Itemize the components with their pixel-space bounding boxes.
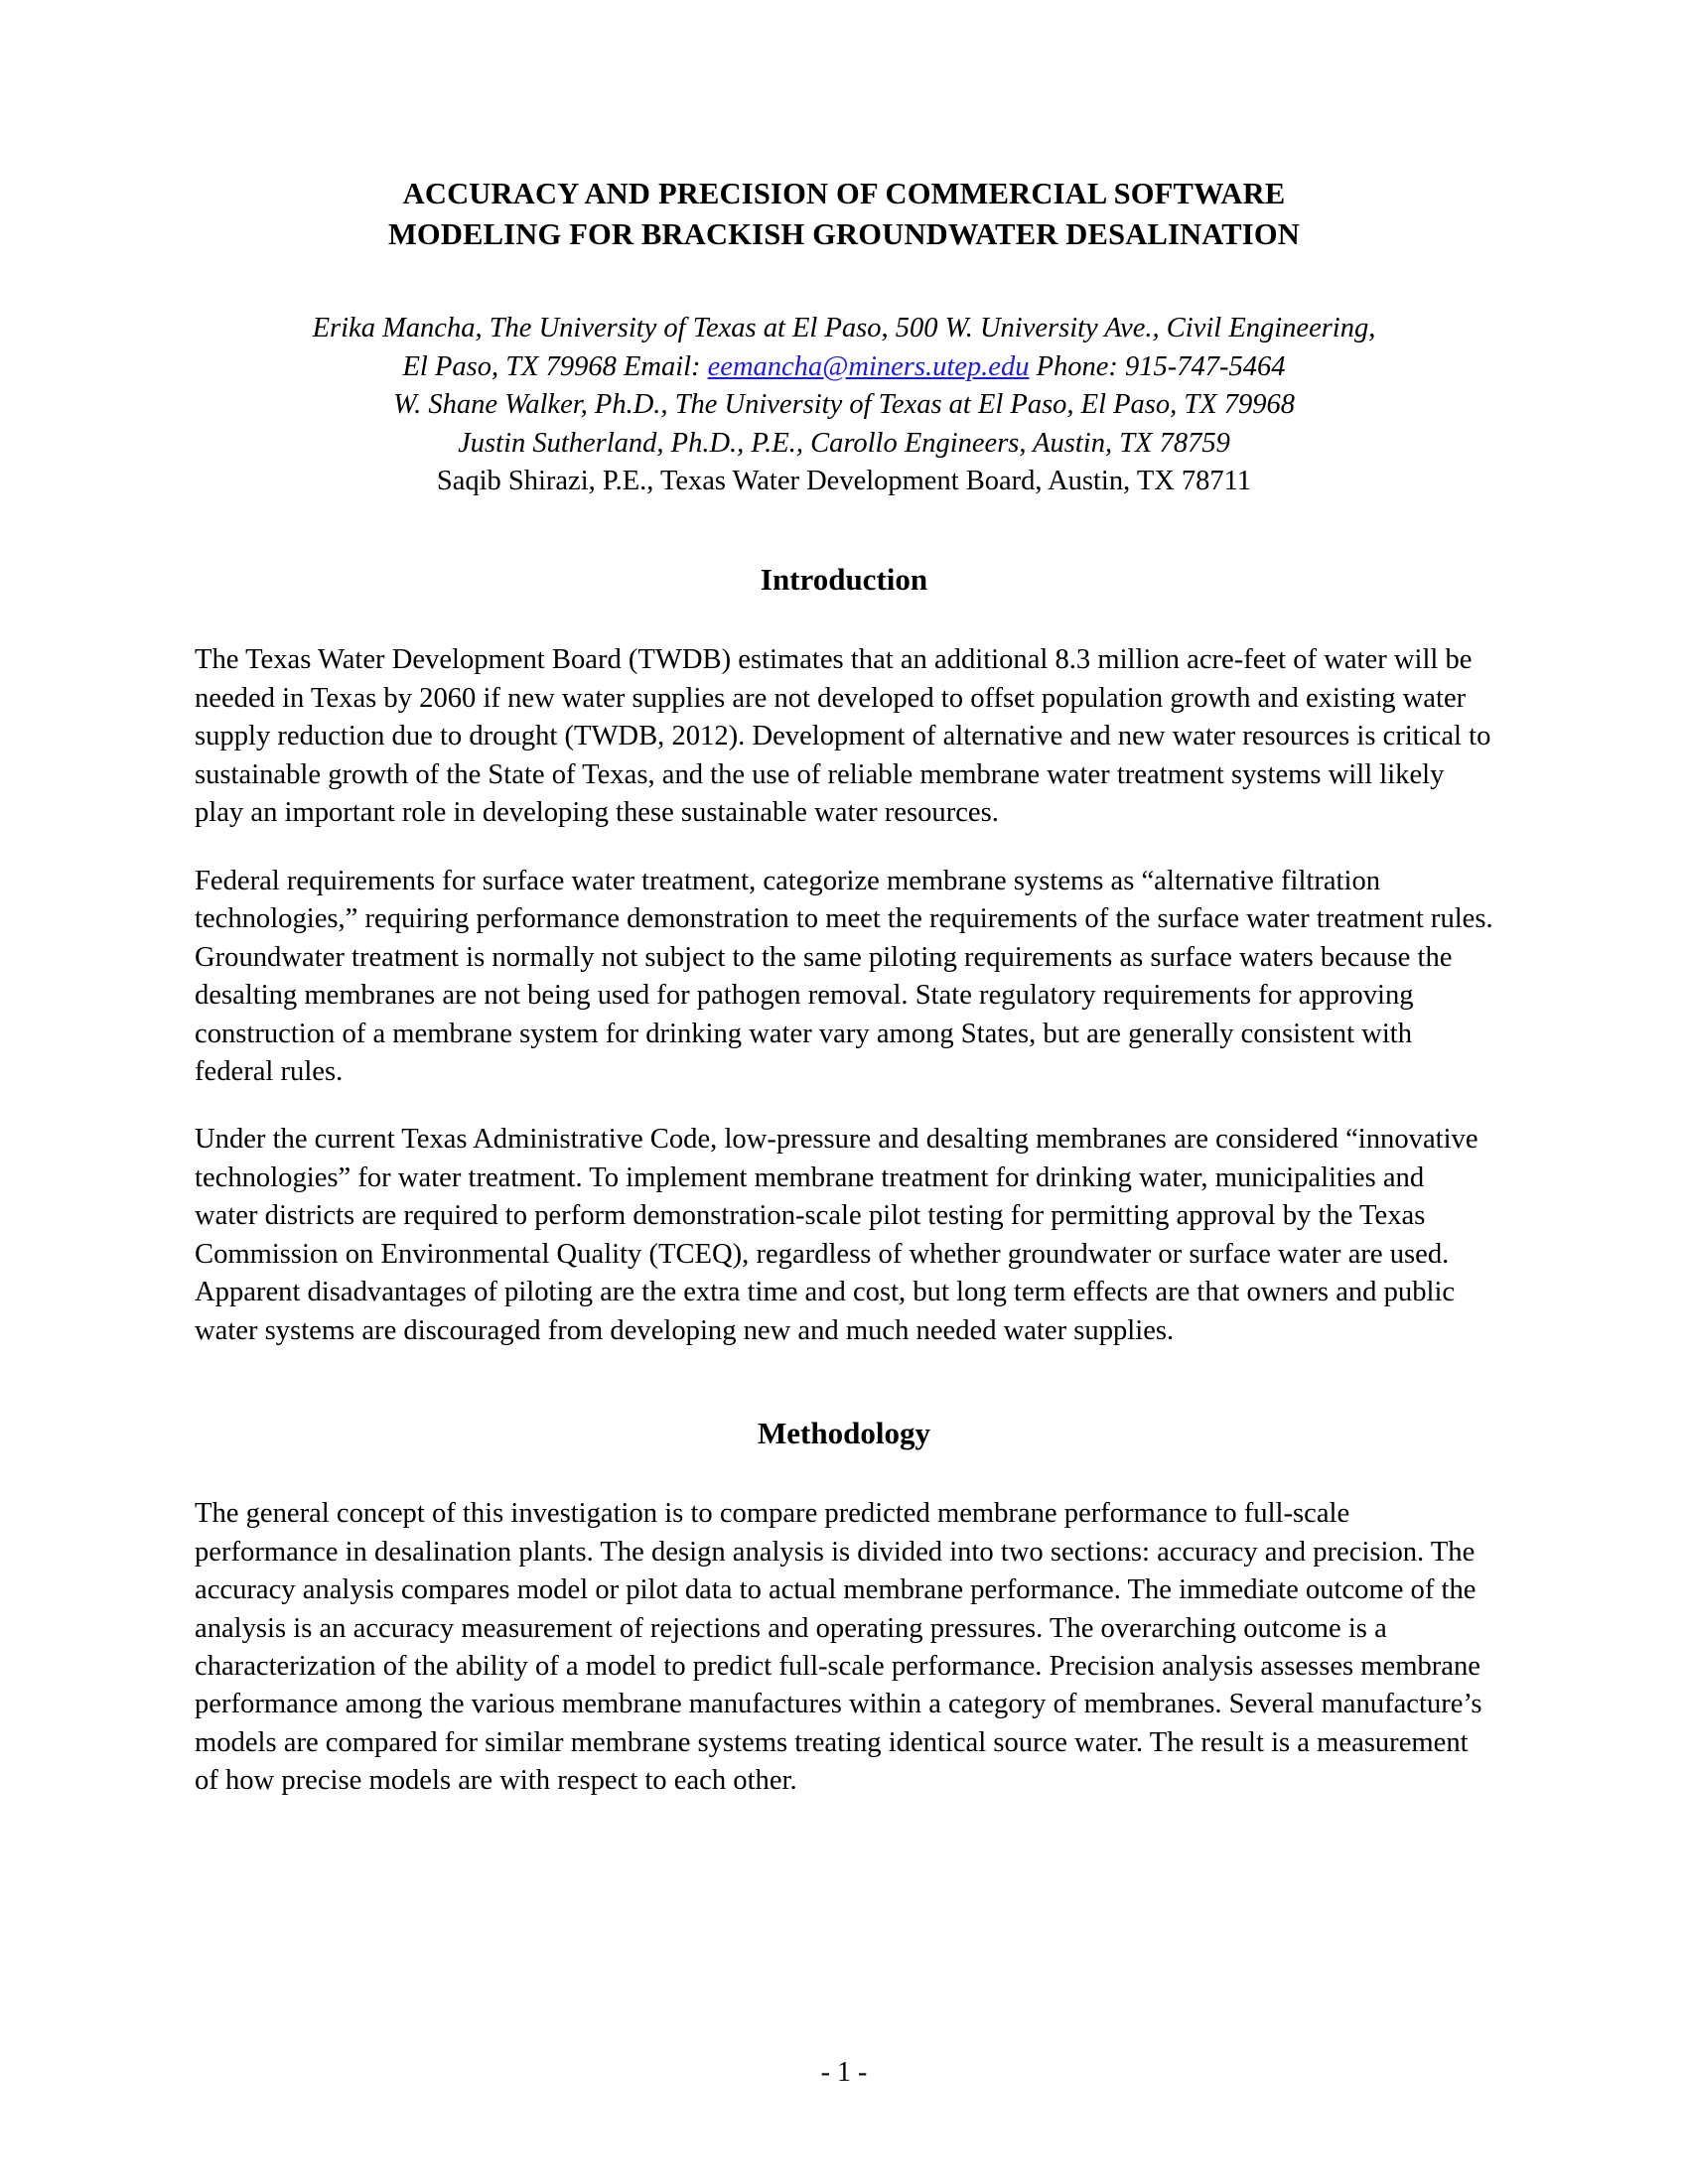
author-line-2-prefix: El Paso, TX 79968 Email: [402,350,708,382]
page-title-line-2: MODELING FOR BRACKISH GROUNDWATER DESALINATION [387,216,1301,251]
section-heading-introduction: Introduction [760,562,928,598]
author-line-4: Justin Sutherland, Ph.D., P.E., Carollo Engineers, Austin, TX 78759 [458,427,1230,459]
paragraph-methodology-1: The general concept of this investigation is to compare predicted membrane performance to full-scale performance in desalination plants. The design analysis is divided into two sections: accuracy and precision. The accuracy analysis compares model or pilot data to actual membrane performance. The immediate outcome of the analysis is an accuracy measurement of rejections and operating pressures. The overarching outcome is a characterization of the ability of a model to predict full-scale performance. Precision analysis assesses membrane performance among the various membrane manufactures within a category of membranes. Several manufacture’s models are compared for similar membrane systems treating identical source water. The result is a measurement of how precise models are with respect to each other. [195,1498,1482,1797]
author-email-link[interactable]: eemancha@miners.utep.edu [707,350,1030,382]
section-heading-methodology: Methodology [758,1416,930,1451]
author-line-1: Erika Mancha, The University of Texas at El Paso, 500 W. University Ave., Civil Engineering, [312,313,1376,344]
author-line-5: Saqib Shirazi, P.E., Texas Water Development Board, Austin, TX 78711 [436,466,1252,496]
author-block [195,310,1493,500]
author-line-3: W. Shane Walker, Ph.D., The University of Texas at El Paso, El Paso, TX 79968 [392,389,1295,421]
paragraph-intro-3: Under the current Texas Administrative Code, low-pressure and desalting membranes are considered “innovative technologies” for water treatment. To implement membrane treatment for drinking water, municipalities and water districts are required to perform demonstration-scale pilot testing for permitting approval by the Texas Commission on Environmental Quality (TCEQ), regardless of whether groundwater or surface water are used. Apparent disadvantages of piloting are the extra time and cost, but long term effects are that owners and public water systems are discouraged from developing new and much needed water supplies. [195,1124,1478,1346]
page-title-line-1: ACCURACY AND PRECISION OF COMMERCIAL SOFTWARE [402,177,1286,210]
paragraph-intro-1: The Texas Water Development Board (TWDB) estimates that an additional 8.3 million acre-feet of water will be needed in Texas by 2060 if new water supplies are not developed to offset population growth and existing water supply reduction due to drought (TWDB, 2012). Development of alternative and new water resources is critical to sustainable growth of the State of Texas, and the use of reliable membrane water treatment systems will likely play an important role in developing these sustainable water resources. [195,644,1491,829]
paragraph-intro-2: Federal requirements for surface water treatment, categorize membrane systems as “alternative filtration technologies,” requiring performance demonstration to meet the requirements of the surface water treatment rules. Groundwater treatment is normally not subject to the same piloting requirements as surface waters because the desalting membranes are not being used for pathogen removal. State regulatory requirements for approving construction of a membrane system for drinking water vary among States, but are generally consistent with federal rules. [195,865,1493,1087]
page-number-footer: - 1 - [820,2057,868,2088]
author-line-2 [195,348,1493,386]
author-line-2-phone: Phone: 915-747-5464 [1029,350,1286,382]
page-title [195,174,1493,254]
